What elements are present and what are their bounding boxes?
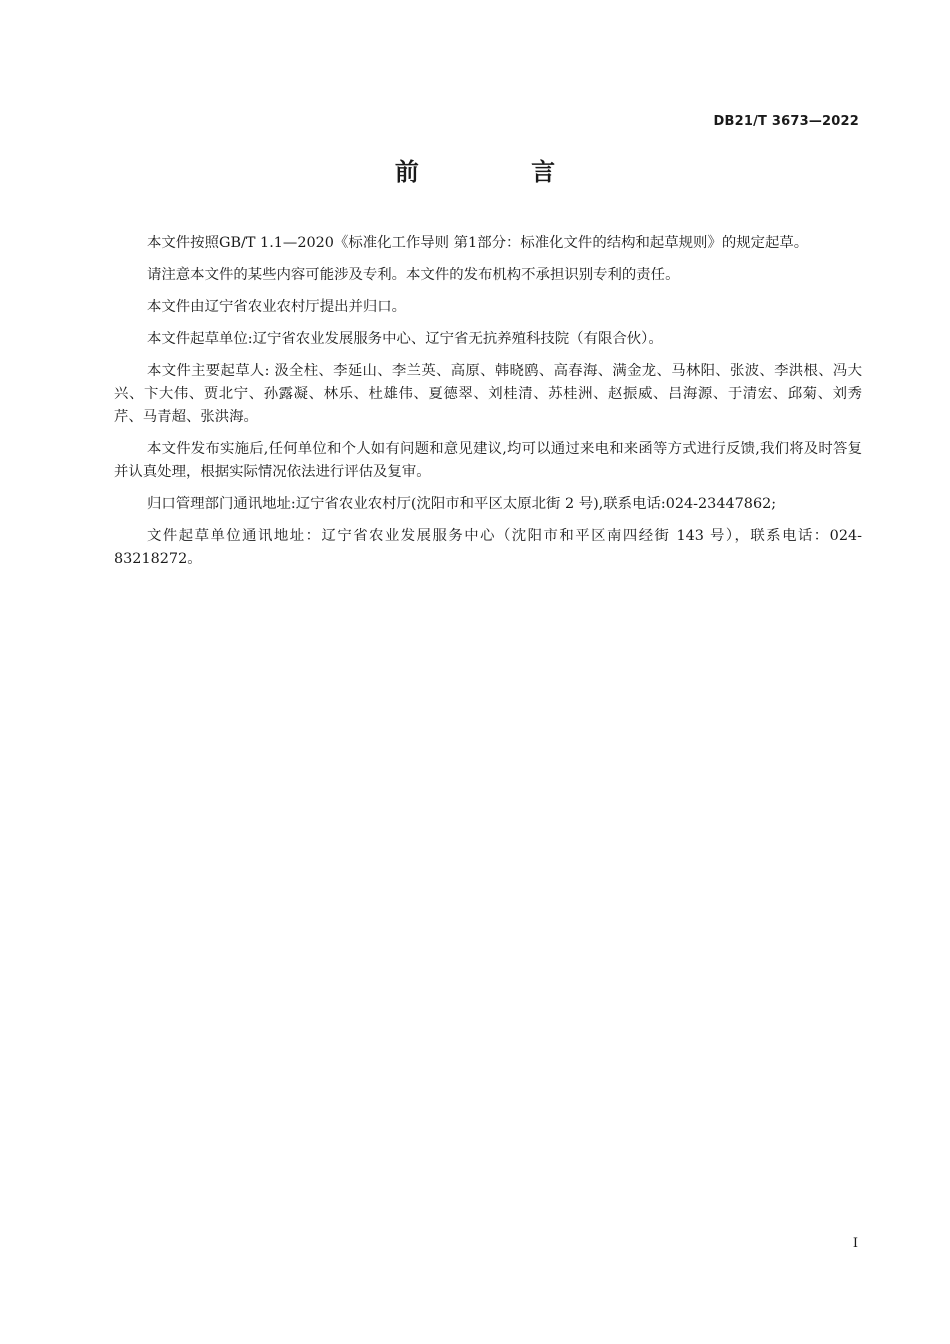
foreword-body	[114, 232, 862, 580]
paragraph-patent-notice: 请注意本文件的某些内容可能涉及专利。本文件的发布机构不承担识别专利的责任。	[147, 267, 680, 283]
paragraph-feedback: 本文件发布实施后,任何单位和个人如有问题和意见建议,均可以通过来电和来函等方式进行反馈,我们将及时答复并认真处理，根据实际情况依法进行评估及复审。	[114, 441, 862, 480]
paragraph-drafting-rules: 本文件按照GB/T 1.1—2020《标准化工作导则 第1部分：标准化文件的结构和起草规则》的规定起草。	[147, 235, 809, 251]
page-number: I	[852, 1236, 858, 1251]
paragraph-drafting-units: 本文件起草单位:辽宁省农业发展服务中心、辽宁省无抗养殖科技院（有限合伙）。	[147, 331, 663, 347]
paragraph-proposer: 本文件由辽宁省农业农村厅提出并归口。	[147, 299, 407, 315]
paragraph-drafters: 本文件主要起草人: 汲全柱、李延山、李兰英、高原、韩晓鸥、高春海、满金龙、马林阳、张波、李洪根、冯大兴、卞大伟、贾北宁、孙露凝、林乐、杜雄伟、夏德翠、刘桂清、苏桂洲、赵振威、吕海源、于清宏、邱菊、刘秀芹、马青超、张洪海。	[114, 363, 862, 425]
page-title: 前 言	[394, 158, 608, 186]
paragraph-drafter-address: 文件起草单位通讯地址：辽宁省农业发展服务中心（沈阳市和平区南四经街 143 号），联系电话：024-83218272。	[114, 528, 862, 567]
document-code: DB21/T 3673—2022	[713, 114, 859, 129]
paragraph-admin-address: 归口管理部门通讯地址:辽宁省农业农村厅(沈阳市和平区太原北街 2 号),联系电话:024-23447862;	[147, 496, 777, 512]
